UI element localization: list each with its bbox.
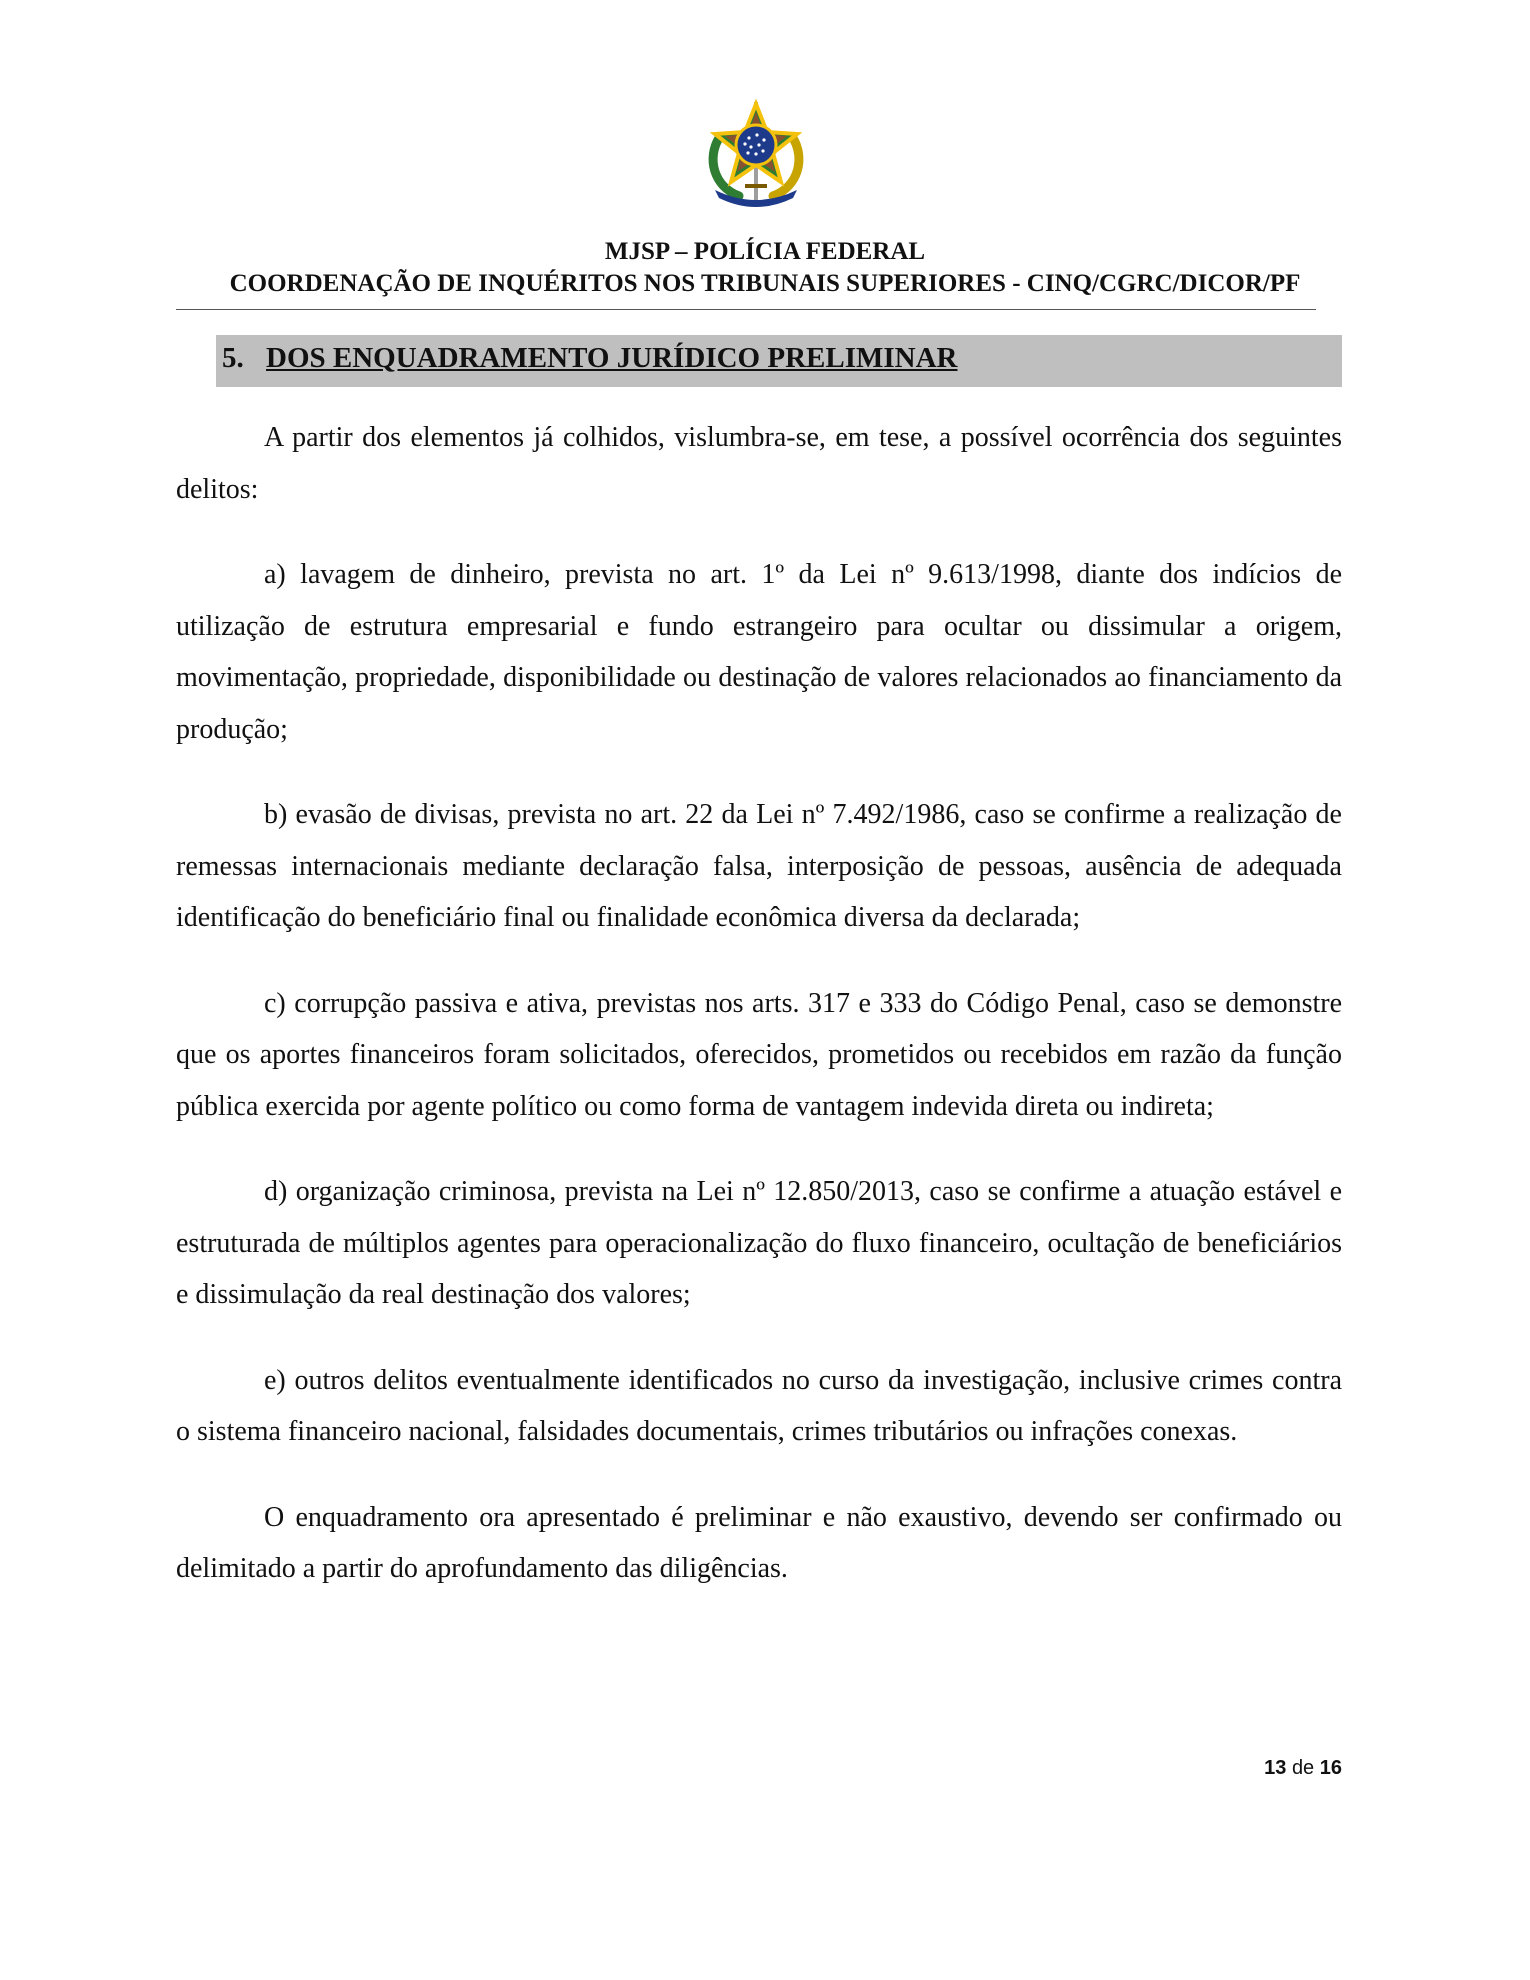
section-title: DOS ENQUADRAMENTO JURÍDICO PRELIMINAR bbox=[266, 342, 958, 374]
intro-paragraph: A partir dos elementos já colhidos, vislumbra-se, em tese, a possível ocorrência dos seguintes delitos: bbox=[176, 422, 1342, 505]
document-header bbox=[0, 236, 1530, 300]
item-c-paragraph: c) corrupção passiva e ativa, previstas nos arts. 317 e 333 do Código Penal, caso se demonstre que os aportes financeiros foram solicitados, oferecidos, prometidos ou recebidos em razão da função pública exercida por agente político ou como forma de vantagem indevida direta ou indireta; bbox=[176, 987, 1342, 1122]
header-divider bbox=[176, 309, 1316, 310]
closing-paragraph: O enquadramento ora apresentado é preliminar e não exaustivo, devendo ser confirmado ou delimitado a partir do aprofundamento das diligências. bbox=[176, 1501, 1342, 1584]
page-total: 16 bbox=[1319, 1757, 1342, 1779]
page-current: 13 bbox=[1264, 1757, 1287, 1779]
page-separator: de bbox=[1291, 1757, 1315, 1779]
document-body bbox=[176, 412, 1342, 1629]
brazil-coat-of-arms-icon bbox=[701, 98, 811, 210]
item-e-paragraph: e) outros delitos eventualmente identificados no curso da investigação, inclusive crimes contra o sistema financeiro nacional, falsidades documentais, crimes tributários ou infrações conexas. bbox=[176, 1364, 1342, 1447]
section-number: 5. bbox=[222, 342, 244, 374]
page-number bbox=[1264, 1757, 1342, 1780]
item-a-paragraph: a) lavagem de dinheiro, prevista no art. 1º da Lei nº 9.613/1998, diante dos indícios de utilização de estrutura empresarial e fundo estrangeiro para ocultar ou dissimular a origem, movimentação, propriedade, disponibilidade ou destinação de valores relacionados ao financiamento da produção; bbox=[176, 559, 1342, 745]
header-line-1: MJSP – POLÍCIA FEDERAL bbox=[604, 238, 926, 265]
item-d-paragraph: d) organização criminosa, prevista na Lei nº 12.850/2013, caso se confirme a atuação estável e estruturada de múltiplos agentes para operacionalização do fluxo financeiro, ocultação de beneficiários e dissimulação da real destinação dos valores; bbox=[176, 1176, 1342, 1310]
header-line-2: COORDENAÇÃO DE INQUÉRITOS NOS TRIBUNAIS SUPERIORES - CINQ/CGRC/DICOR/PF bbox=[229, 270, 1301, 297]
item-b-paragraph: b) evasão de divisas, prevista no art. 22 da Lei nº 7.492/1986, caso se confirme a realização de remessas internacionais mediante declaração falsa, interposição de pessoas, ausência de adequada identificação do beneficiário final ou finalidade econômica diversa da declarada; bbox=[176, 799, 1342, 933]
